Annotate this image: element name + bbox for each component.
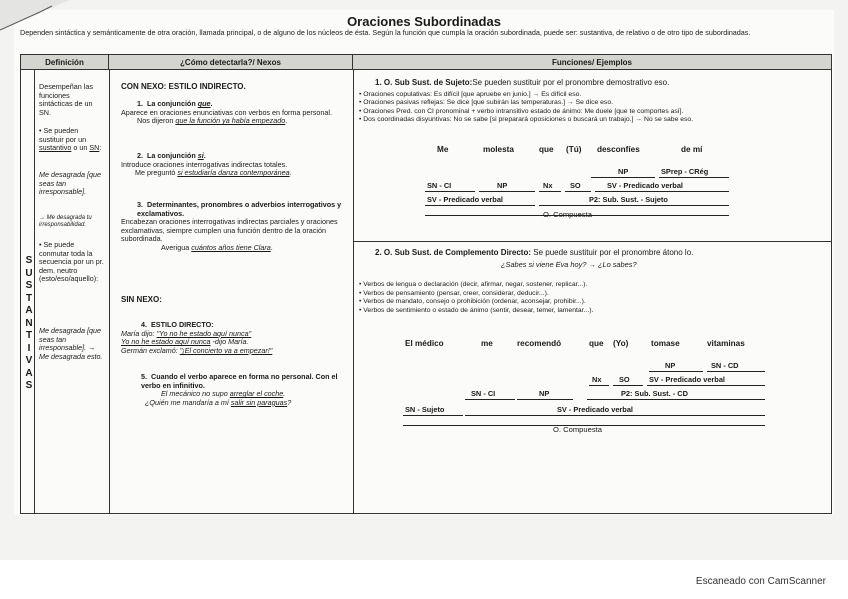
intro-text: Dependen sintáctica y semánticamente de otra oración, llamada principal, o de alguno de los núcleos de ésta. Según la función que cumpla la oración subordinada, puede ser: sustantiva, de relativo o de otro tipo de subordinadas. <box>20 28 751 37</box>
con-nexo-heading: CON NEXO: ESTILO INDIRECTO. <box>121 82 246 91</box>
sin-nexo-heading: SIN NEXO: <box>121 295 162 304</box>
section-1-heading: 1. O. Sub Sust. de Sujeto:Se pueden sustituir por el pronombre demostrativo eso. <box>375 78 670 87</box>
header-funciones: Funciones/ Ejemplos <box>353 55 831 70</box>
definition-bullet-2: • Se puede conmutar toda la secuencia por un pr. dem. neutro (esto/eso/aquello): <box>39 240 104 284</box>
definition-bullet-1: • Se pueden sustituir por un sustantivo o un SN: <box>39 126 102 153</box>
divider <box>109 70 110 513</box>
section-1-list: • Oraciones copulativas: Es difícil [que apruebe en junio.] → Es difícil eso. • Oraciones pasivas reflejas: Se dice [que subirán las temperaturas.] → Se dice eso. • Oraciones Pred. con CI pronominal + verbo intransitivo estado de ánimo: Me duele [que te comportes así]. • Dos coordinadas disyuntivas: No se sabe [si preparará oposiciones o buscará un trabajo.] → No se sabe eso. <box>359 91 694 124</box>
camscanner-watermark: Escaneado con CamScanner <box>695 576 826 587</box>
nexo-1: 1. La conjunción que. Aparece en oraciones enunciativas con verbos en forma personal. Nos dijeron que la función ya había empezado. <box>121 99 332 126</box>
content-table: Definición ¿Cómo detectarla?/ Nexos Funciones/ Ejemplos S U S T A N T I V A S Desempeñan las funciones sintácticas de un SN. • Se pueden sustituir por un sustantivo o un SN: Me desagrada [que seas tan irresponsable]. → Me desagrada tu irresponsabilidad. • Se puede conmutar toda la secuencia por un pr. dem. neutro (esto/eso/aquello): Me desagrada [que seas tan irresponsable]. → Me desagrada esto. CON NEXO: ESTILO INDIRECTO. 1. La conjunción que. Aparece en oraciones enunciativas con verbos en forma personal. Nos dijeron que la función ya había empezado. 2. La conjunción si. Introduce oraciones interrogativas indirectas totales. Me preguntó si estudiaría danza contemporánea. 3. Determinantes, pronombres o adverbios interrogativos y exclamativos. Encabezan oraciones interrogativas indirectas parciales y oraciones exclamativas, siempre cumplen una función dentro de la oración subordinada. Averigua cuántos años tiene Clara. SIN NEXO: 4. ESTILO DIRECTO: María dijo: "Yo no he estado aquí nunca" Yo no he estado aquí nunca -dijo María. Germán exclamó: "¡El concierto va a empezar!" 5. Cuando el verbo aparece en forma no personal. Con el verbo en infinitivo. El mecánico no supo arreglar el coche. ¿Quién me mandaría a mí salir sin paraguas? 1. O. Sub Sust. de Sujeto:Se pueden sustituir por el pronombre demostrativo eso. • Oraciones copulativas: Es difícil [que apruebe en junio.] → Es difícil eso. • Oraciones pasivas reflejas: Se dice [que subirán las temperaturas.] → Se dice eso. • Oraciones Pred. con CI pronominal + verbo intransitivo estado de ánimo: Me duele [que te comportes así]. • Dos coordinadas disyuntivas: No se sabe [si preparará oposiciones o buscará un trabajo.] → No se sabe eso. Me molesta que (Tú) desconfíes de mí NP SPrep - CRég SN - CI NP Nx SO SV - Predicado verbal SV - Predicado verbal P2: Sub. Sust. - Sujeto O. Compuesta 2. O. Sub Sust. de Complemento Directo: Se puede sustituir por el pronombre átono lo. ¿Sabes si viene Eva hoy? → ¿Lo sabes? • Verbos de lengua o declaración (decir, afirmar, negar, sostener, replicar...). • Verbos de pensamiento (pensar, creer, considerar, deducir...). • Verbos de mandato, consejo o prohibición (ordenar, aconsejar, prohibir...). • Verbos de sentimiento o estado de ánimo (sentir, desear, temer, lamentar...). El médico me recomendó que (Yo) tomase vitaminas NP SN - CD Nx SO SV - Predicado verbal SN - CI NP P2: Sub. Sust. - CD SN - Sujeto SV - Predicado verbal O. Compuesta <box>20 54 832 514</box>
divider <box>353 241 831 242</box>
definition-example-2: Me desagrada [que seas tan irresponsable]. → Me desagrada esto. <box>39 326 103 361</box>
section-2-example: ¿Sabes si viene Eva hoy? → ¿Lo sabes? <box>501 260 637 269</box>
nexo-3: 3. Determinantes, pronombres o adverbios interrogativos y exclamativos. Encabezan oraciones interrogativas indirectas parciales y oraciones exclamativas, siempre cumplen una función dentro de la oración subordinada. Averigua cuántos años tiene Clara. <box>121 200 342 252</box>
divider <box>353 70 354 513</box>
definition-text: Desempeñan las funciones sintácticas de un SN. <box>39 82 93 117</box>
header-definicion: Definición <box>21 55 109 70</box>
nexo-4: 4. ESTILO DIRECTO: María dijo: "Yo no he estado aquí nunca" Yo no he estado aquí nunca -dijo María. Germán exclamó: "¡El concierto va a empezar!" <box>121 320 273 355</box>
section-2-heading: 2. O. Sub Sust. de Complemento Directo: Se puede sustituir por el pronombre átono lo. <box>375 248 694 257</box>
header-como-detectarla: ¿Cómo detectarla?/ Nexos <box>109 55 353 70</box>
divider <box>34 70 35 513</box>
section-2-list: • Verbos de lengua o declaración (decir, afirmar, negar, sostener, replicar...). • Verbos de pensamiento (pensar, creer, considerar, deducir...). • Verbos de mandato, consejo o prohibición (ordenar, aconsejar, prohibir...). • Verbos de sentimiento o estado de ánimo (sentir, desear, temer, lamentar...). <box>359 281 594 314</box>
nexo-5: 5. Cuando el verbo aparece en forma no personal. Con el verbo en infinitivo. El mecánico no supo arreglar el coche. ¿Quién me mandaría a mí salir sin paraguas? <box>141 372 338 407</box>
vertical-label-sustantivas: S U S T A N T I V A S <box>25 255 33 391</box>
page-title: Oraciones Subordinadas <box>347 14 501 29</box>
definition-example-1: Me desagrada [que seas tan irresponsable]. <box>39 170 101 197</box>
definition-example-1b: → Me desagrada tu irresponsabilidad. <box>39 215 92 228</box>
nexo-2: 2. La conjunción si. Introduce oraciones interrogativas indirectas totales. Me preguntó si estudiaría danza contemporánea. <box>121 151 292 178</box>
